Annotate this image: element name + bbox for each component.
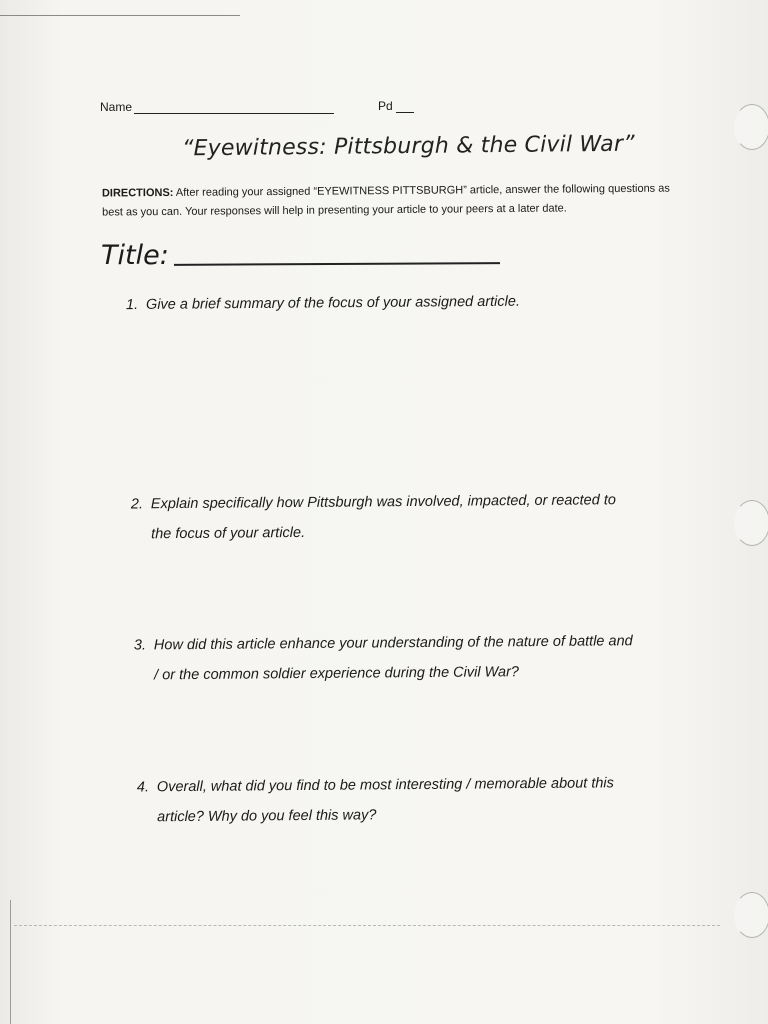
question-2 [131, 485, 692, 550]
directions-text-line1: After reading your assigned “EYEWITNESS PITTSBURGH” article, answer the following questions as [175, 182, 670, 199]
question-3 [134, 625, 715, 690]
name-field [100, 100, 334, 114]
punch-hole-mark [734, 500, 768, 546]
name-blank[interactable] [134, 103, 334, 114]
period-label: Pd [378, 99, 393, 113]
question-number: 1. [125, 296, 139, 314]
period-blank[interactable] [396, 102, 414, 113]
directions-label: DIRECTIONS: [101, 186, 174, 200]
name-label: Name [100, 100, 133, 114]
question-text: Explain specifically how Pittsburgh was involved, impacted, or reacted to [150, 492, 616, 513]
question-text: Give a brief summary of the focus of your assigned article. [145, 293, 521, 313]
directions-text-line2: best as you can. Your responses will help in presenting your article to your peers at a later date. [102, 202, 567, 219]
worksheet-title: “Eyewitness: Pittsburgh & the Civil War” [181, 131, 635, 162]
question-text: Overall, what did you find to be most interesting / memorable about this [156, 775, 614, 796]
question-text-cont: article? Why do you feel this way? [157, 807, 377, 826]
scan-fold-line [14, 925, 720, 926]
question-number: 3. [133, 637, 147, 654]
question-text-cont: the focus of your article. [151, 524, 306, 543]
question-4 [137, 768, 698, 833]
directions [102, 179, 682, 222]
title-blank[interactable] [174, 262, 500, 266]
scan-edge-line [0, 15, 240, 16]
punch-hole-mark [734, 104, 768, 150]
question-number: 2. [130, 496, 144, 513]
question-number: 4. [136, 779, 150, 796]
title-field-label: Title: [101, 240, 169, 271]
question-1 [126, 286, 606, 320]
question-text: How did this article enhance your understanding of the nature of battle and [153, 633, 633, 654]
period-field [378, 99, 414, 113]
punch-hole-mark [734, 892, 768, 938]
scan-edge-line [10, 900, 11, 1024]
question-text-cont: / or the common soldier experience during the Civil War? [154, 664, 520, 684]
